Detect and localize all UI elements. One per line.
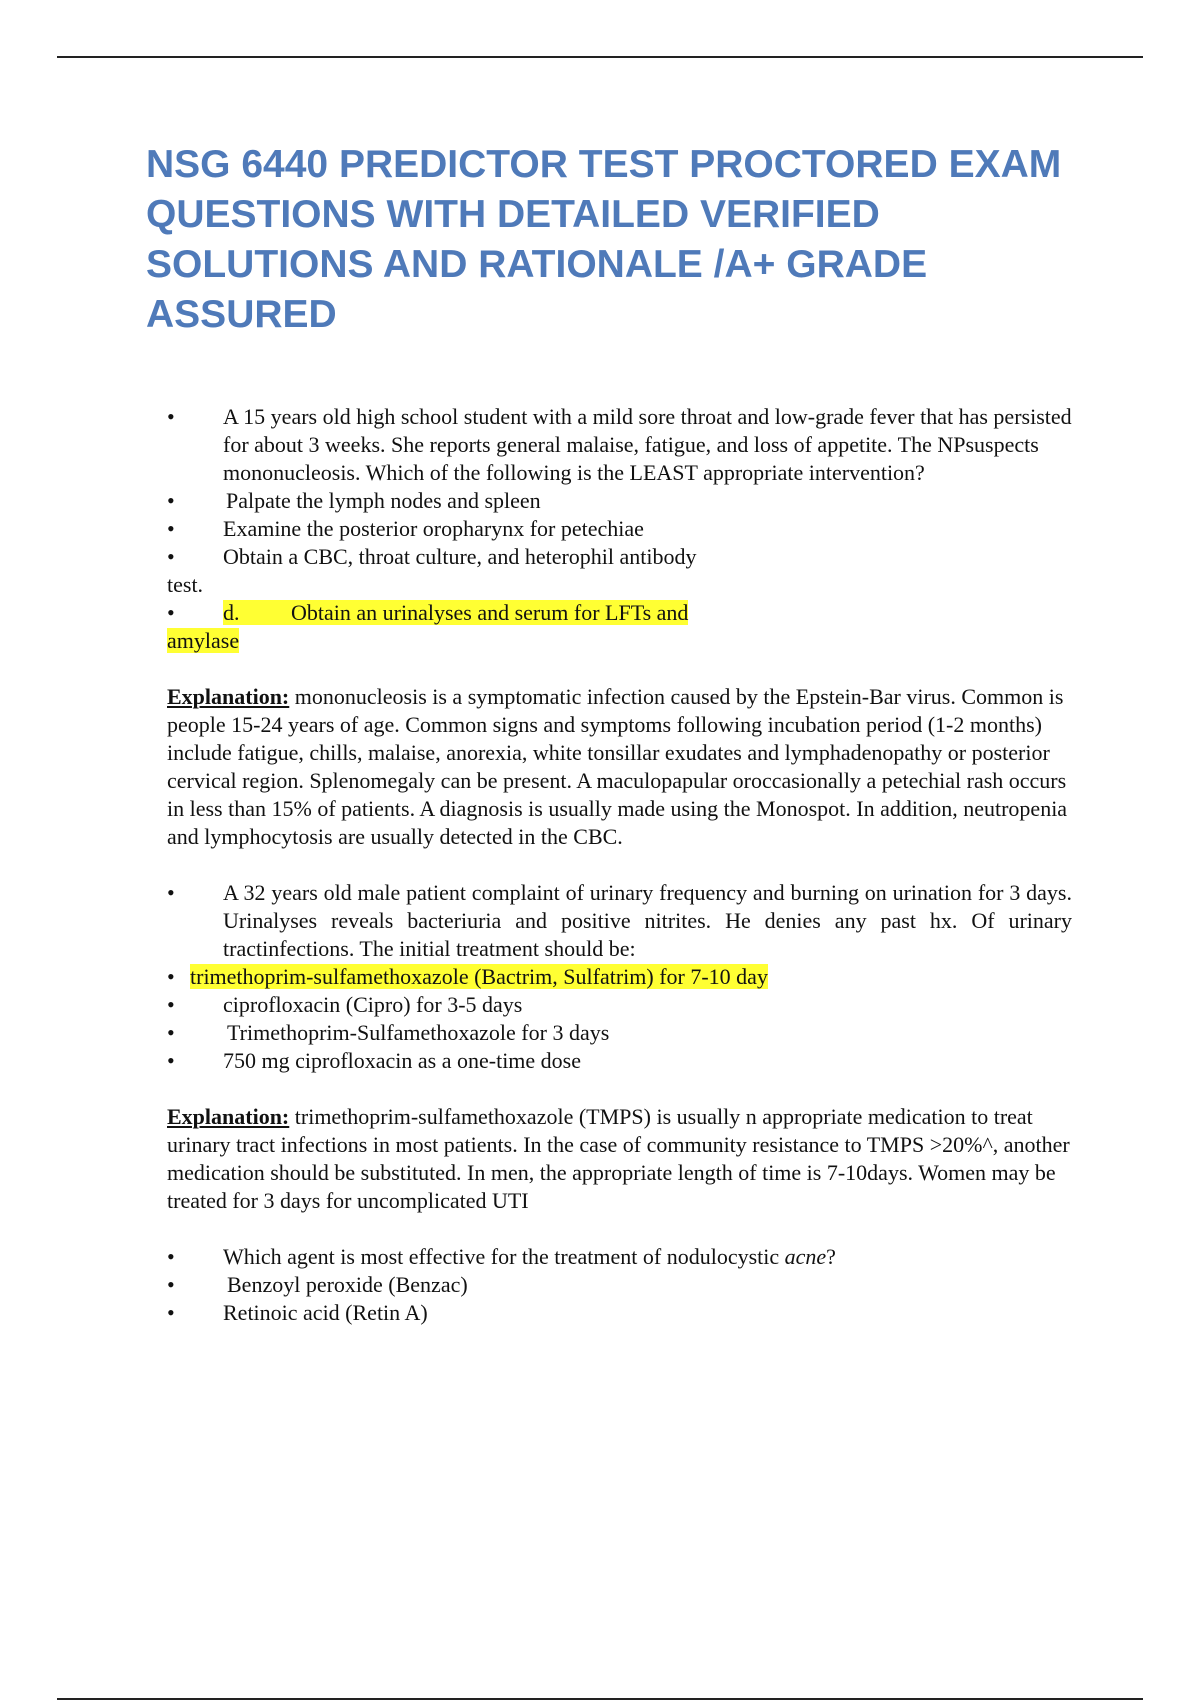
question-1-option-b: • Examine the posterior oropharynx for petechiae: [167, 516, 644, 541]
question-2-option-b: • ciprofloxacin (Cipro) for 3-5 days: [167, 992, 523, 1017]
bullet: •: [167, 1244, 175, 1269]
document-title: NSG 6440 PREDICTOR TEST PROCTORED EXAM QUESTIONS WITH DETAILED VERIFIED SOLUTIONS AND RATIONALE /A+ GRADE ASSURED: [146, 143, 1062, 336]
question-2-explanation: Explanation: trimethoprim-sulfamethoxazole (TMPS) is usually n appropriate medication to treat urinary tract infections in most patients. In the case of community resistance to TMPS >20%^, another medication should be substituted. In men, the appropriate length of time is 7-10days. Women may be treated for 3 days for uncomplicated UTI: [167, 1104, 1070, 1213]
highlighted-answer: d. Obtain an urinalyses and serum for LFTs and: [223, 600, 689, 625]
question-2-stem: [167, 879, 1072, 963]
bullet: •: [167, 880, 175, 905]
bullet: •: [167, 1048, 175, 1073]
question-1-option-d-correct: [167, 599, 1072, 627]
question-2-option-d: • 750 mg ciprofloxacin as a one-time dose: [167, 1048, 582, 1073]
bullet: •: [167, 488, 175, 513]
top-rule: [57, 56, 1143, 58]
bullet: •: [167, 404, 175, 429]
question-3-stem: • Which agent is most effective for the treatment of nodulocystic acne?: [167, 1244, 836, 1269]
question-2-option-c: • Trimethoprim-Sulfamethoxazole for 3 days: [167, 1020, 610, 1045]
question-1-stem: [167, 403, 1072, 487]
explanation-label: Explanation:: [167, 684, 290, 709]
bullet: •: [167, 1020, 175, 1045]
bullet: •: [167, 964, 175, 989]
question-3-option-b: • Retinoic acid (Retin A): [167, 1300, 428, 1325]
bullet: •: [167, 1300, 175, 1325]
bullet: •: [167, 600, 175, 625]
question-1-option-c-continued: test.: [167, 572, 204, 597]
highlighted-answer-continued: amylase: [167, 628, 240, 653]
question-1-option-a: • Palpate the lymph nodes and spleen: [167, 488, 541, 513]
bullet: •: [167, 992, 175, 1017]
question-1-explanation: Explanation: mononucleosis is a symptomatic infection caused by the Epstein-Bar virus. Common is people 15-24 years of age. Common signs and symptoms following incubation period (1-2 months) include fatigue, chills, malaise, anorexia, white tonsillar exudates and lymphadenopathy or posterior cervical region. Splenomegaly can be present. A maculopapular oroccasionally a petechial rash occurs in less than 15% of patients. A diagnosis is usually made using the Monospot. In addition, neutropenia and lymphocytosis are usually detected in the CBC.: [167, 684, 1068, 849]
question-2-option-a-correct: [167, 963, 1072, 991]
question-2-text: A 32 years old male patient complaint of urinary frequency and burning on urination for 3 days. Urinalyses reveals bacteriuria and positive nitrites. He denies any past hx. Of urinary tractinfections. The initial treatment should be:: [223, 880, 1072, 961]
question-1-text: A 15 years old high school student with a mild sore throat and low-grade fever that has persisted for about 3 weeks. She reports general malaise, fatigue, and loss of appetite. The NPsuspects mononucleosis. Which of the following is the LEAST appropriate intervention?: [223, 404, 1072, 485]
bullet: •: [167, 516, 175, 541]
question-3-option-a: • Benzoyl peroxide (Benzac): [167, 1272, 468, 1297]
bullet: •: [167, 544, 175, 569]
explanation-label: Explanation:: [167, 1104, 290, 1129]
document-body: [167, 403, 1072, 1327]
question-1-option-c: • Obtain a CBC, throat culture, and heterophil antibody: [167, 544, 697, 569]
bullet: •: [167, 1272, 175, 1297]
highlighted-answer: trimethoprim-sulfamethoxazole (Bactrim, Sulfatrim) for 7-10 day: [190, 964, 768, 989]
